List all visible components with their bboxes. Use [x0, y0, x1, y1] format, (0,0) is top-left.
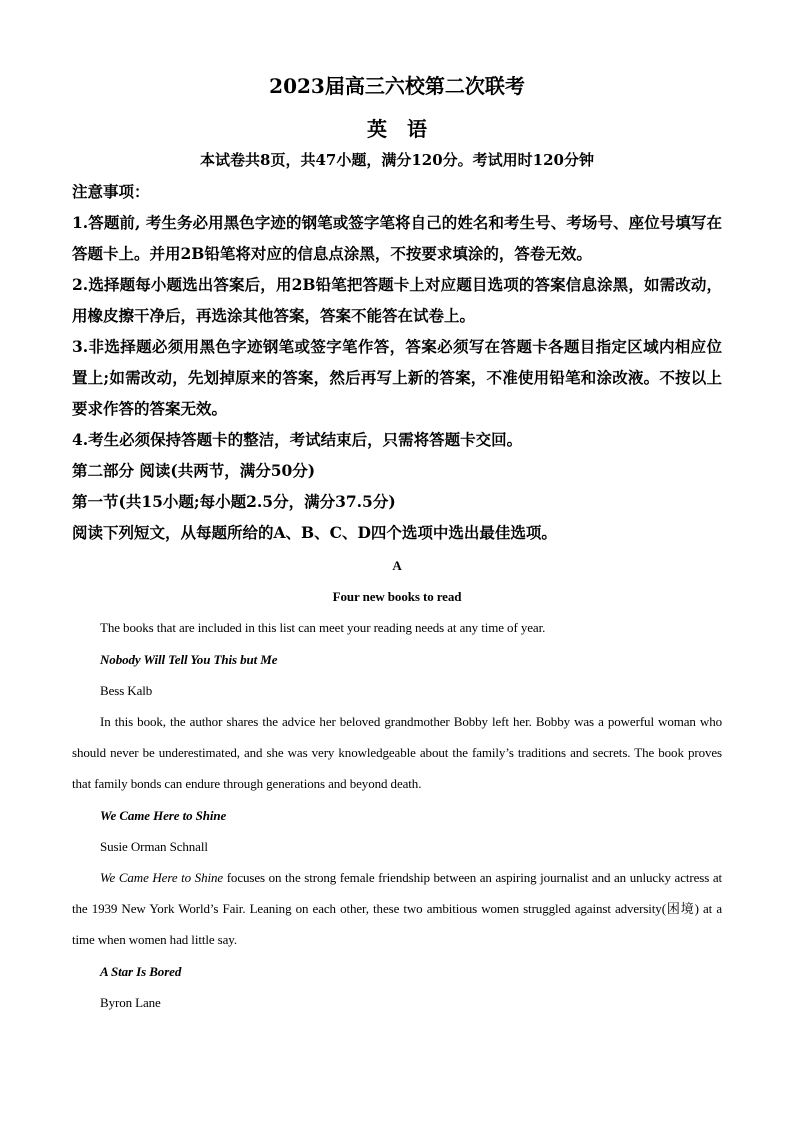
book-3-title: A Star Is Bored: [100, 963, 182, 979]
book-1-title: Nobody Will Tell You This but Me: [100, 651, 278, 667]
book-2-title: We Came Here to Shine: [100, 807, 227, 823]
book-2-inline-title: We Came Here to Shine: [100, 870, 224, 886]
section-subsection: 第一节(共15小题;每小题2.5分，满分37.5分): [72, 492, 396, 511]
passage-title: Four new books to read: [332, 589, 462, 605]
book-1-author: Bess Kalb: [100, 682, 153, 698]
section-instruction: 阅读下列短文，从每题所给的A、B、C、D四个选项中选出最佳选项。: [72, 523, 557, 542]
passage-a: [72, 550, 722, 1018]
book-3-author: Byron Lane: [100, 994, 161, 1010]
passage-letter: A: [392, 558, 402, 573]
book-1-description: In this book, the author shares the advice her beloved grandmother Bobby left her. Bobby was a powerful woman who should never be underestimated, and she was very knowledgeable about the family’s traditions and secrets. The book proves that family bonds can endure through generations and beyond death.: [72, 714, 722, 792]
exam-title: 2023届高三六校第二次联考: [269, 74, 525, 98]
passage-intro: The books that are included in this list can meet your reading needs at any time of year.: [100, 620, 546, 636]
note-item-2: 2.选择题每小题选出答案后，用2B铅笔把答题卡上对应题目选项的答案信息涂黑，如需改动，用橡皮擦干净后，再选涂其他答案，答案不能答在试卷上。: [72, 275, 722, 325]
subject-title: 英语: [367, 117, 447, 141]
book-2-author: Susie Orman Schnall: [100, 838, 208, 854]
note-item-3: 3.非选择题必须用黑色字迹钢笔或签字笔作答，答案必须写在答题卡各题目指定区域内相应位置上;如需改动，先划掉原来的答案，然后再写上新的答案，不准使用铅笔和涂改液。不按以上要求作答的答案无效。: [72, 337, 722, 418]
book-2-description: focuses on the strong female friendship between an aspiring journalist and an unlucky actress at the 1939 New York World’s Fair. Leaning on each other, these two ambitious women struggled against adversity(困境) at a time when women had little say.: [72, 870, 723, 948]
exam-info: 本试卷共8页，共47小题，满分120分。考试用时120分钟: [200, 151, 594, 169]
note-item-1: 1.答题前, 考生务必用黑色字迹的钢笔或签字笔将自己的姓名和考生号、考场号、座位号填写在答题卡上。并用2B铅笔将对应的信息点涂黑，不按要求填涂的，答卷无效。: [72, 213, 722, 263]
notes-block: [72, 176, 722, 548]
book-2-description-paragraph: [72, 862, 722, 956]
section-part: 第二部分 阅读(共两节，满分50分): [72, 461, 316, 480]
notes-heading: 注意事项：: [72, 182, 150, 201]
note-item-4: 4.考生必须保持答题卡的整洁，考试结束后，只需将答题卡交回。: [72, 430, 523, 449]
